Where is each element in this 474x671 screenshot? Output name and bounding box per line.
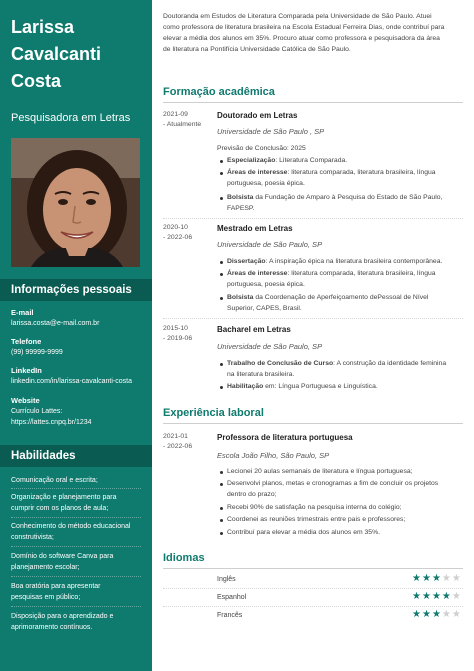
email-value: larissa.costa@e-mail.com.br bbox=[11, 320, 100, 327]
bullet-line: Dissertação: A inspiração épica na literatura brasileira contemporânea. bbox=[227, 258, 443, 265]
institution: Universidade de São Paulo, SP bbox=[217, 342, 323, 351]
bullet-line: Superior, CAPES, Brasil. bbox=[227, 304, 302, 312]
skill-line: Organização e planejamento para bbox=[11, 494, 117, 501]
bullet-line: Contribuí para elevar a média dos alunos em 35%. bbox=[227, 529, 381, 536]
skill-item bbox=[11, 521, 143, 543]
sidebar bbox=[0, 0, 152, 671]
language-name: Inglês bbox=[217, 576, 236, 583]
linkedin-value: linkedin.com/in/larissa-cavalcanti-costa bbox=[11, 378, 132, 385]
star-icon: ★ bbox=[451, 591, 462, 602]
website-line: https://lattes.cnpq.br/1234 bbox=[11, 419, 92, 426]
skill-line: aprimoramento contínuos. bbox=[11, 624, 93, 631]
bullet-item bbox=[217, 193, 462, 214]
language-rating bbox=[412, 574, 462, 584]
bullet-line: Áreas de interesse: literatura comparada, literatura brasileira, língua bbox=[227, 270, 436, 277]
skill-divider bbox=[11, 517, 141, 518]
language-name: Francês bbox=[217, 612, 243, 619]
bullet-item bbox=[217, 503, 462, 514]
degree-title: Doutorado em Letras bbox=[217, 111, 298, 120]
star-icon: ★ bbox=[441, 591, 452, 602]
bullet-item bbox=[217, 257, 462, 268]
date-line: - 2019-06 bbox=[163, 335, 193, 342]
name-line: Costa bbox=[11, 71, 62, 91]
bullet-line: Áreas de interesse: literatura comparada, literatura brasileira, língua bbox=[227, 169, 436, 176]
bullet-line: Desenvolvi planos, metas e cronogramas a fim de concluir os projetos bbox=[227, 480, 439, 487]
entry-divider bbox=[163, 218, 463, 219]
skill-item bbox=[11, 581, 143, 603]
bullet-item bbox=[217, 269, 462, 290]
date-line: - Atualmente bbox=[163, 121, 202, 128]
bullet-item bbox=[217, 467, 462, 478]
bullet-line: portuguesa, poesia épica. bbox=[227, 179, 305, 187]
degree-title: Bacharel em Letras bbox=[217, 325, 291, 334]
bullet-item bbox=[217, 382, 462, 393]
bullet-item bbox=[217, 359, 462, 380]
main-content bbox=[152, 0, 474, 671]
section-divider bbox=[163, 102, 463, 103]
skill-item bbox=[11, 611, 143, 633]
bullet-line: Especialização: Literatura Comparada. bbox=[227, 157, 348, 164]
bullet-line: Bolsista da Fundação de Amparo à Pesquisa do Estado de São Paulo, bbox=[227, 194, 443, 201]
date-line: 2020-10 bbox=[163, 224, 188, 231]
email-label: E-mail bbox=[11, 308, 34, 317]
skill-line: Domínio do software Canva para bbox=[11, 553, 114, 560]
language-rating bbox=[412, 592, 462, 602]
summary-line: de literatura na Pontifícia Universidade Católica de São Paulo. bbox=[163, 46, 351, 53]
bullet-item bbox=[217, 168, 462, 189]
language-name: Espanhol bbox=[217, 594, 247, 601]
skill-divider bbox=[11, 576, 141, 577]
professional-summary bbox=[163, 11, 463, 55]
degree-title: Mestrado em Letras bbox=[217, 224, 293, 233]
bullet-item bbox=[217, 479, 462, 500]
bullet-line: na literatura brasileira. bbox=[227, 370, 295, 378]
name-line: Cavalcanti bbox=[11, 44, 102, 64]
employer: Escola João Filho, São Paulo, SP bbox=[217, 451, 330, 460]
entry-date bbox=[163, 432, 192, 452]
star-icon: ★ bbox=[421, 573, 432, 584]
candidate-name bbox=[11, 14, 101, 95]
website-label: Website bbox=[11, 396, 40, 405]
star-icon: ★ bbox=[441, 573, 452, 584]
entry-date bbox=[163, 223, 192, 243]
skills-heading: Habilidades bbox=[0, 445, 152, 467]
skill-line: Comunicação oral e escrita; bbox=[11, 477, 98, 484]
personal-info-heading: Informações pessoais bbox=[0, 279, 152, 301]
date-line: - 2022-06 bbox=[163, 234, 193, 241]
entry-date bbox=[163, 324, 192, 344]
website-value bbox=[11, 406, 146, 428]
star-icon: ★ bbox=[421, 609, 432, 620]
star-icon: ★ bbox=[412, 573, 422, 584]
summary-line: elevar a média dos alunos em 35%. Procuro atuar como professora e pesquisadora da área bbox=[163, 35, 440, 42]
bullet-line: Habilitação em: Língua Portuguesa e Linguística. bbox=[227, 383, 378, 390]
summary-line: Doutoranda em Estudos de Literatura Comparada pela Universidade de São Paulo. Atuei bbox=[163, 13, 432, 20]
star-icon: ★ bbox=[451, 609, 462, 620]
website-line: Currículo Lattes: bbox=[11, 408, 63, 415]
skill-line: Boa oratória para apresentar bbox=[11, 583, 101, 590]
skill-line: cumprir com os planos de aula; bbox=[11, 505, 109, 512]
section-divider bbox=[163, 423, 463, 424]
bullet-item bbox=[217, 293, 462, 314]
date-line: 2021-01 bbox=[163, 433, 188, 440]
completion-note: Previsão de Conclusão: 2025 bbox=[217, 145, 306, 152]
skill-line: Conhecimento do método educacional bbox=[11, 523, 131, 530]
candidate-title: Pesquisadora em Letras bbox=[11, 112, 131, 124]
institution: Universidade de São Paulo, SP bbox=[217, 240, 323, 249]
bullet-line: Lecionei 20 aulas semanais de literatura e língua portuguesa; bbox=[227, 468, 413, 475]
skill-divider bbox=[11, 546, 141, 547]
bullet-item bbox=[217, 528, 462, 539]
bullet-item bbox=[217, 156, 462, 167]
date-line: 2021-09 bbox=[163, 111, 188, 118]
bullet-line: dentro do prazo; bbox=[227, 490, 277, 498]
entry-divider bbox=[163, 606, 463, 607]
phone-value: (99) 99999-9999 bbox=[11, 349, 63, 356]
experience-heading: Experiência laboral bbox=[163, 407, 264, 419]
job-title: Professora de literatura portuguesa bbox=[217, 433, 353, 442]
bullet-line: Trabalho de Conclusão de Curso: A construção da identidade feminina bbox=[227, 360, 447, 367]
star-icon: ★ bbox=[441, 609, 452, 620]
bullet-line: portuguesa, poesia épica. bbox=[227, 280, 305, 288]
skill-item bbox=[11, 475, 143, 486]
skill-line: planejamento escolar; bbox=[11, 564, 80, 571]
entry-date bbox=[163, 110, 201, 130]
institution: Universidade de São Paulo , SP bbox=[217, 127, 325, 136]
section-divider bbox=[163, 568, 463, 569]
bullet-line: Recebi 90% de satisfação na pesquisa interna do colégio; bbox=[227, 504, 402, 511]
entry-divider bbox=[163, 588, 463, 589]
star-icon: ★ bbox=[451, 573, 462, 584]
bullet-line: FAPESP. bbox=[227, 204, 255, 212]
star-icon: ★ bbox=[421, 591, 432, 602]
profile-photo bbox=[11, 138, 140, 267]
skill-line: pesquisas em público; bbox=[11, 594, 81, 601]
language-rating bbox=[412, 610, 462, 620]
date-line: 2015-10 bbox=[163, 325, 188, 332]
languages-heading: Idiomas bbox=[163, 552, 205, 564]
star-icon: ★ bbox=[412, 591, 422, 602]
star-icon: ★ bbox=[431, 591, 442, 602]
phone-label: Telefone bbox=[11, 337, 42, 346]
name-line: Larissa bbox=[11, 17, 75, 37]
education-heading: Formação acadêmica bbox=[163, 86, 275, 98]
star-icon: ★ bbox=[431, 573, 442, 584]
skill-line: Disposição para o aprendizado e bbox=[11, 613, 114, 620]
linkedin-label: LinkedIn bbox=[11, 366, 42, 375]
star-icon: ★ bbox=[431, 609, 442, 620]
skill-item bbox=[11, 492, 143, 514]
skill-item bbox=[11, 551, 143, 573]
skill-divider bbox=[11, 606, 141, 607]
bullet-line: Coordenei as reuniões trimestrais entre pais e professores; bbox=[227, 516, 406, 523]
bullet-line: Bolsista da Coordenação de Aperfeiçoamento dePessoal de Nível bbox=[227, 294, 429, 301]
date-line: - 2022-06 bbox=[163, 443, 193, 450]
summary-line: como professora de literatura brasileira na Escola Estadual Ferreira Dias, onde contribuí para bbox=[163, 24, 445, 31]
star-icon: ★ bbox=[412, 609, 422, 620]
skill-line: construtivista; bbox=[11, 534, 54, 541]
bullet-item bbox=[217, 515, 462, 526]
entry-divider bbox=[163, 318, 463, 319]
skill-divider bbox=[11, 488, 141, 489]
